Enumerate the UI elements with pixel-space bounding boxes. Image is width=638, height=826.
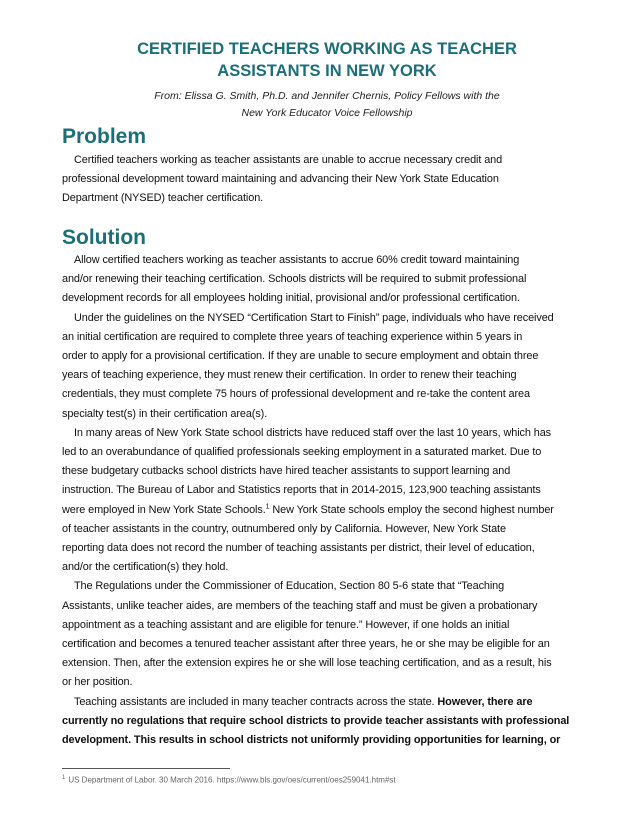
footnote xyxy=(62,775,592,785)
solution-line-bold xyxy=(62,712,592,731)
problem-line: Certified teachers working as teacher assistants are unable to accrue necessary credit and xyxy=(74,154,503,166)
solution-line: specialty test(s) in their certification area(s). xyxy=(62,407,268,420)
solution-text-fragment: New York State schools employ the second highest number xyxy=(269,503,554,516)
problem-line: professional development toward maintaining and advancing their New York State Education xyxy=(62,173,499,186)
byline-line-2: New York Educator Voice Fellowship xyxy=(241,107,413,119)
emphasis-text: currently no regulations that require school districts to provide teacher assistants with professional xyxy=(62,714,570,727)
solution-line: these budgetary cutbacks school districts have hired teacher assistants to support learning and xyxy=(62,465,511,478)
title-line-2: ASSISTANTS IN NEW YORK xyxy=(217,62,437,80)
problem-section xyxy=(62,151,592,209)
solution-line: reporting data does not record the number of teaching assistants per district, their level of education, xyxy=(62,542,535,555)
solution-line: and/or renewing their teaching certification. Schools districts will be required to submit professional xyxy=(62,273,527,286)
solution-line: extension. Then, after the extension expires he or she will lose teaching certification, and as a result, his xyxy=(62,657,552,670)
solution-line: instruction. The Bureau of Labor and Statistics reports that in 2014-2015, 123,900 teaching assistants xyxy=(62,484,541,497)
solution-line: Under the guidelines on the NYSED “Certification Start to Finish” page, individuals who have received xyxy=(74,311,554,324)
solution-text-fragment: were employed in New York State Schools. xyxy=(62,503,266,516)
solution-line-with-bold xyxy=(62,693,592,712)
byline-line-1: From: Elissa G. Smith, Ph.D. and Jennifer Chernis, Policy Fellows with the xyxy=(154,90,500,102)
solution-line: appointment as a teaching assistant and are eligible for tenure.” However, if one holds an initial xyxy=(62,618,510,631)
footnote-divider xyxy=(62,768,230,769)
solution-line: development records for all employees holding initial, provisional and/or professional certification. xyxy=(62,292,520,305)
footnote-reference[interactable]: 1 xyxy=(265,503,270,511)
solution-line: and/or the certification(s) they hold. xyxy=(62,561,229,574)
solution-line: of teacher assistants in the country, outnumbered only by California. However, New York State xyxy=(62,522,506,535)
solution-line: led to an overabundance of qualified professionals seeking employment in a saturated market. Due to xyxy=(62,446,542,459)
solution-line: an initial certification are required to complete three years of teaching experience within 5 years in xyxy=(62,330,523,343)
emphasis-text: However, there are xyxy=(437,695,533,708)
solution-line: or her position. xyxy=(62,676,133,689)
solution-line: credentials, they must complete 75 hours of professional development and re-take the content area xyxy=(62,388,530,401)
solution-line: The Regulations under the Commissioner of Education, Section 80 5-6 state that “Teaching xyxy=(74,580,505,593)
solution-line: Assistants, unlike teacher aides, are members of the teaching staff and must be given a probationary xyxy=(62,599,538,612)
byline xyxy=(62,88,592,122)
solution-section xyxy=(62,251,592,750)
solution-line: In many areas of New York State school districts have reduced staff over the last 10 years, which has xyxy=(74,426,552,439)
footnote-marker: 1 xyxy=(62,775,66,781)
solution-line-with-footnote xyxy=(62,501,592,520)
solution-heading: Solution xyxy=(62,226,146,249)
problem-line: Department (NYSED) teacher certification. xyxy=(62,192,264,205)
title-line-1: CERTIFIED TEACHERS WORKING AS TEACHER xyxy=(137,40,517,58)
solution-text-fragment: Teaching assistants are included in many teacher contracts across the state. xyxy=(74,695,438,708)
solution-line: years of teaching experience, they must renew their certification. In order to renew their teaching xyxy=(62,369,517,382)
document-title xyxy=(62,38,592,82)
solution-line-bold xyxy=(62,731,592,750)
footnote-text[interactable]: US Department of Labor. 30 March 2016. https://www.bls.gov/oes/current/oes259041.htm#st xyxy=(68,775,396,785)
solution-line: order to apply for a provisional certification. If they are unable to secure employment and obtain three xyxy=(62,350,539,363)
problem-heading: Problem xyxy=(62,125,147,148)
solution-line: Allow certified teachers working as teacher assistants to accrue 60% credit toward maintaining xyxy=(74,254,520,266)
solution-line: certification and becomes a tenured teacher assistant after three years, he or she may be eligible for an xyxy=(62,638,550,651)
emphasis-text: development. This results in school districts not uniformly providing opportunities for learning, or xyxy=(62,734,561,747)
